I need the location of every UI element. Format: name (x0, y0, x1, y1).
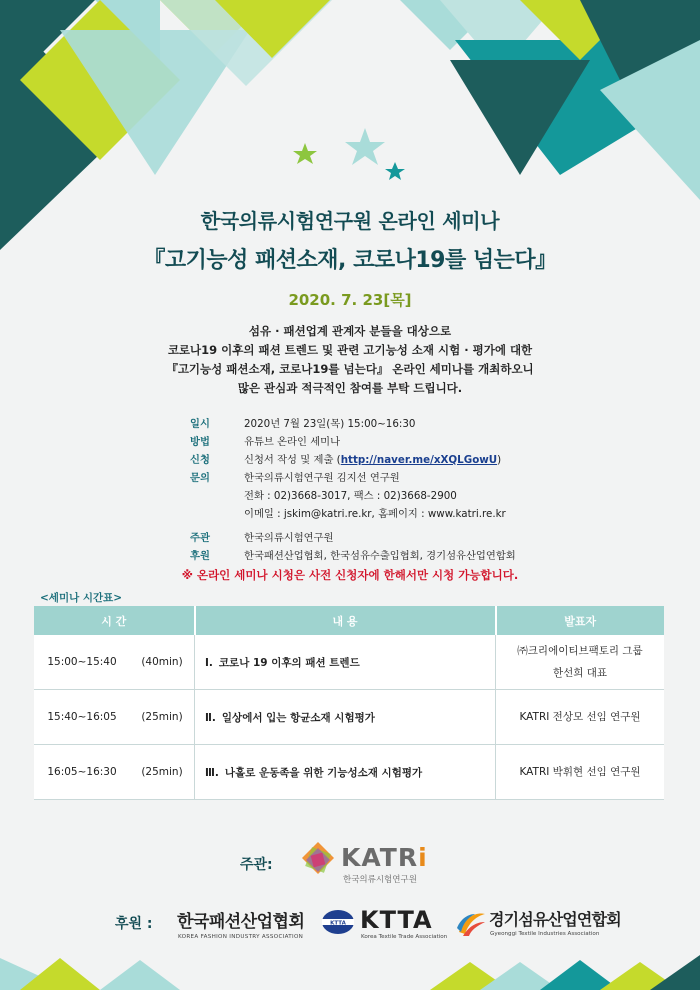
info-value (244, 451, 501, 469)
info-row-method (190, 433, 516, 451)
session-duration: (40min) (130, 635, 195, 690)
info-row-contact (190, 469, 516, 487)
header-speaker: 발표자 (496, 606, 665, 635)
info-label-spacer (190, 487, 244, 505)
footer-host-label: 주관: (240, 857, 273, 873)
info-row-apply (190, 451, 516, 469)
session-time: 15:40~16:05 (34, 690, 130, 745)
session-title: 일상에서 입는 항균소재 시험평가 (221, 711, 375, 724)
gyeonggi-subtitle: Gyeonggi Textile Industries Association (490, 931, 600, 937)
footer-sponsor-label: 후원 : (115, 916, 153, 932)
session-number: Ⅱ. (205, 711, 216, 724)
session-number: Ⅲ. (205, 766, 219, 779)
session-speaker (496, 635, 665, 690)
info-label: 방법 (190, 436, 210, 448)
title-line-2: 『고기능성 패션소재, 코로나19를 넘는다』 (143, 248, 557, 273)
session-topic (195, 745, 496, 800)
star-icon (345, 128, 385, 165)
info-label: 주관 (190, 532, 210, 544)
info-value: 유튜브 온라인 세미나 (244, 436, 341, 448)
intro-text (0, 322, 700, 398)
katri-subtitle: 한국의류시험연구원 (343, 875, 417, 885)
info-label: 후원 (190, 550, 210, 562)
session-number: Ⅰ. (205, 656, 213, 669)
speaker-line: 한선희 대표 (552, 667, 608, 679)
apply-text: 신청서 작성 및 제출 ( (244, 454, 341, 466)
session-time: 16:05~16:30 (34, 745, 130, 800)
session-speaker (496, 690, 665, 745)
speaker-line: KATRI 전상모 선임 연구원 (519, 711, 641, 723)
notice-text: ※ 온라인 세미나 시청은 사전 신청자에 한해서만 시청 가능합니다. (181, 568, 519, 582)
session-topic (195, 690, 496, 745)
contact-email: 이메일 : jskim@katri.re.kr, 홈페이지 : www.katri.re.kr (244, 508, 506, 520)
kfia-subtitle: KOREA FASHION INDUSTRY ASSOCIATION (178, 934, 304, 940)
info-row-contact-phone (190, 487, 516, 505)
kfia-name: 한국패션산업협회 (177, 912, 305, 932)
table-row (34, 635, 664, 690)
star-icon (385, 162, 405, 180)
gyeonggi-swoosh-icon (455, 908, 487, 938)
session-title: 나홀로 운동족을 위한 기능성소재 시험평가 (224, 766, 423, 779)
event-info (190, 415, 516, 565)
speaker-line: ㈜크리에이티브팩토리 그룹 (517, 645, 643, 657)
ktta-badge-text: KTTA (330, 920, 346, 927)
header-content: 내 용 (195, 606, 496, 635)
gyeonggi-name: 경기섬유산업연합회 (489, 910, 621, 929)
info-label: 일시 (190, 418, 210, 430)
header-time: 시 간 (34, 606, 195, 635)
session-time: 15:00~15:40 (34, 635, 130, 690)
info-label: 신청 (190, 454, 210, 466)
apply-link[interactable]: http://naver.me/xXQLGowU (340, 454, 498, 466)
event-date: 2020. 7. 23[목] (288, 291, 412, 309)
table-row (34, 690, 664, 745)
table-row (34, 745, 664, 800)
intro-line: 섬유 · 패션업계 관계자 분들을 대상으로 (248, 324, 452, 338)
timetable-label: <세미나 시간표> (40, 592, 123, 604)
katri-name-i: i (418, 843, 428, 872)
info-row-contact-email (190, 505, 516, 523)
schedule-table (34, 606, 664, 800)
ktta-subtitle: Korea Textile Trade Association (361, 934, 448, 940)
session-duration: (25min) (130, 690, 195, 745)
session-topic (195, 635, 496, 690)
info-value: 한국패션산업협회, 한국섬유수출입협회, 경기섬유산업연합회 (244, 550, 516, 562)
contact-phone: 전화 : 02)3668-3017, 팩스 : 02)3668-2900 (244, 490, 457, 502)
apply-close: ) (497, 454, 502, 466)
session-title: 코로나 19 이후의 패션 트렌드 (218, 656, 360, 669)
intro-line: 『고기능성 패션소재, 코로나19를 넘는다』 온라인 세미나를 개최하오니 (166, 362, 534, 376)
katri-logo-icon (298, 840, 338, 884)
session-duration: (25min) (130, 745, 195, 800)
ktta-globe-icon (320, 908, 356, 936)
intro-line: 많은 관심과 적극적인 참여를 부탁 드립니다. (237, 381, 463, 395)
katri-name (341, 843, 428, 872)
intro-line: 코로나19 이후의 패션 트렌드 및 관련 고기능성 소재 시험 · 평가에 대한 (167, 343, 533, 357)
info-value: 한국의류시험연구원 김지선 연구원 (244, 472, 400, 484)
star-icon (293, 143, 317, 164)
info-row-host (190, 529, 516, 547)
info-label-spacer (190, 505, 244, 523)
speaker-line: KATRI 박휘현 선임 연구원 (519, 766, 641, 778)
info-value: 한국의류시험연구원 (244, 532, 334, 544)
katri-name-main: KATR (341, 843, 419, 872)
table-header-row (34, 606, 664, 635)
info-row-when (190, 415, 516, 433)
info-value: 2020년 7월 23일(목) 15:00~16:30 (244, 418, 416, 430)
ktta-name: KTTA (360, 906, 433, 934)
info-row-sponsor (190, 547, 516, 565)
title-line-1: 한국의류시험연구원 온라인 세미나 (200, 209, 500, 233)
info-label: 문의 (190, 472, 210, 484)
session-speaker (496, 745, 665, 800)
